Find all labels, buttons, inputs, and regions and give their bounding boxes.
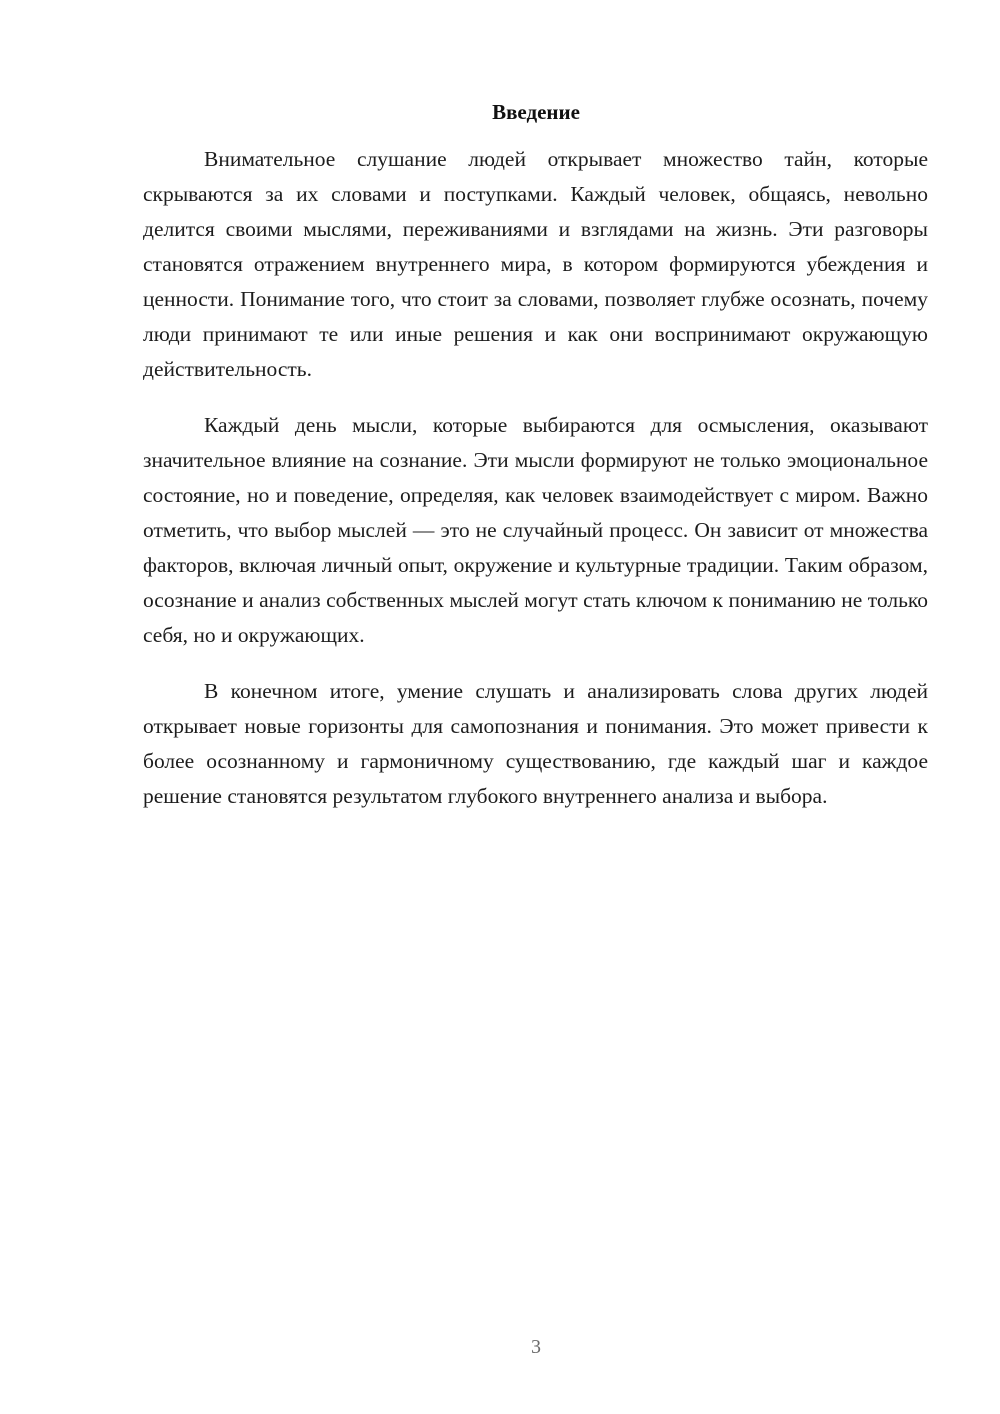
paragraph-1: Внимательное слушание людей открывает множество тайн, которые скрываются за их словами и поступками. Каждый человек, общаясь, невольно делится своими мыслями, переживаниями и взглядами на жизнь. Эти разговоры становятся отражением внутреннего мира, в котором формируются убеждения и ценности. Понимание того, что стоит за словами, позволяет глубже осознать, почему люди принимают те или иные решения и как они воспринимают окружающую действительность. — [143, 147, 928, 381]
section-heading: Введение — [492, 100, 580, 124]
body-text — [143, 142, 928, 835]
paragraph-3: В конечном итоге, умение слушать и анализировать слова других людей открывает новые горизонты для самопознания и понимания. Это может привести к более осознанному и гармоничному существованию, где каждый шаг и каждое решение становятся результатом глубокого внутреннего анализа и выбора. — [143, 679, 928, 808]
page-number: 3 — [531, 1336, 541, 1358]
paragraph-2: Каждый день мысли, которые выбираются для осмысления, оказывают значительное влияние на сознание. Эти мысли формируют не только эмоциональное состояние, но и поведение, определяя, как человек взаимодействует с миром. Важно отметить, что выбор мыслей — это не случайный процесс. Он зависит от множества факторов, включая личный опыт, окружение и культурные традиции. Таким образом, осознание и анализ собственных мыслей могут стать ключом к пониманию не только себя, но и окружающих. — [143, 413, 928, 647]
